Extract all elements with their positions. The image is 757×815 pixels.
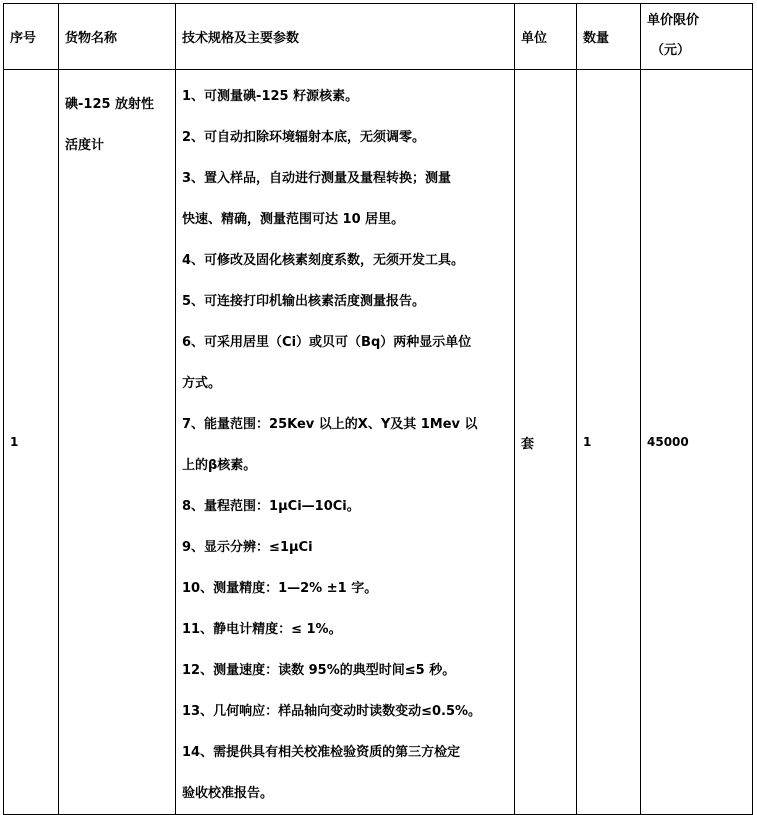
row-unit-price: 45000 (641, 70, 753, 815)
spec-line: 14、需提供具有相关校准检验资质的第三方检定 (182, 745, 461, 760)
spec-line: 2、可自动扣除环境辐射本底，无须调零。 (182, 130, 426, 145)
header-quantity: 数量 (577, 4, 641, 70)
header-goods-name: 货物名称 (59, 4, 176, 70)
header-row (4, 4, 753, 70)
goods-name-line1: 碘-125 放射性 (65, 97, 155, 112)
spec-line: 13、几何响应：样品轴向变动时读数变动≤0.5%。 (182, 704, 482, 719)
spec-line: 验收校准报告。 (182, 786, 274, 801)
row-quantity: 1 (577, 70, 641, 815)
spec-line: 方式。 (182, 376, 222, 391)
spec-line: 快速、精确，测量范围可达 10 居里。 (182, 212, 405, 227)
spec-line: 10、测量精度：1—2% ±1 字。 (182, 581, 378, 596)
row-spec (176, 70, 515, 815)
spec-line: 4、可修改及固化核素刻度系数，无须开发工具。 (182, 253, 465, 268)
spec-list (176, 70, 514, 814)
header-unit: 单位 (515, 4, 577, 70)
header-unit-price-limit (641, 4, 753, 70)
spec-line: 5、可连接打印机输出核素活度测量报告。 (182, 294, 426, 309)
header-price-line2: （元） (651, 43, 691, 58)
header-seq: 序号 (4, 4, 59, 70)
spec-line: 8、量程范围：1μCi—10Ci。 (182, 499, 360, 514)
row-unit: 套 (515, 70, 577, 815)
goods-name-line2: 活度计 (65, 138, 105, 153)
header-price-line1: 单价限价 (647, 13, 700, 28)
procurement-spec-table (3, 3, 753, 815)
spec-line: 1、可测量碘-125 籽源核素。 (182, 89, 359, 104)
spec-line: 9、显示分辨：≤1μCi (182, 540, 313, 555)
procurement-table-page (3, 3, 752, 810)
spec-line: 上的β核素。 (182, 458, 257, 473)
spec-line: 3、置入样品，自动进行测量及量程转换；测量 (182, 171, 452, 186)
row-seq: 1 (4, 70, 59, 815)
spec-line: 7、能量范围：25Kev 以上的X、Y及其 1Mev 以 (182, 417, 478, 432)
header-spec: 技术规格及主要参数 (176, 4, 515, 70)
row-goods-name (59, 70, 176, 815)
spec-line: 12、测量速度：读数 95%的典型时间≤5 秒。 (182, 663, 456, 678)
spec-line: 11、静电计精度：≤ 1%。 (182, 622, 342, 637)
table-row (4, 70, 753, 815)
spec-line: 6、可采用居里（Ci）或贝可（Bq）两种显示单位 (182, 335, 472, 350)
